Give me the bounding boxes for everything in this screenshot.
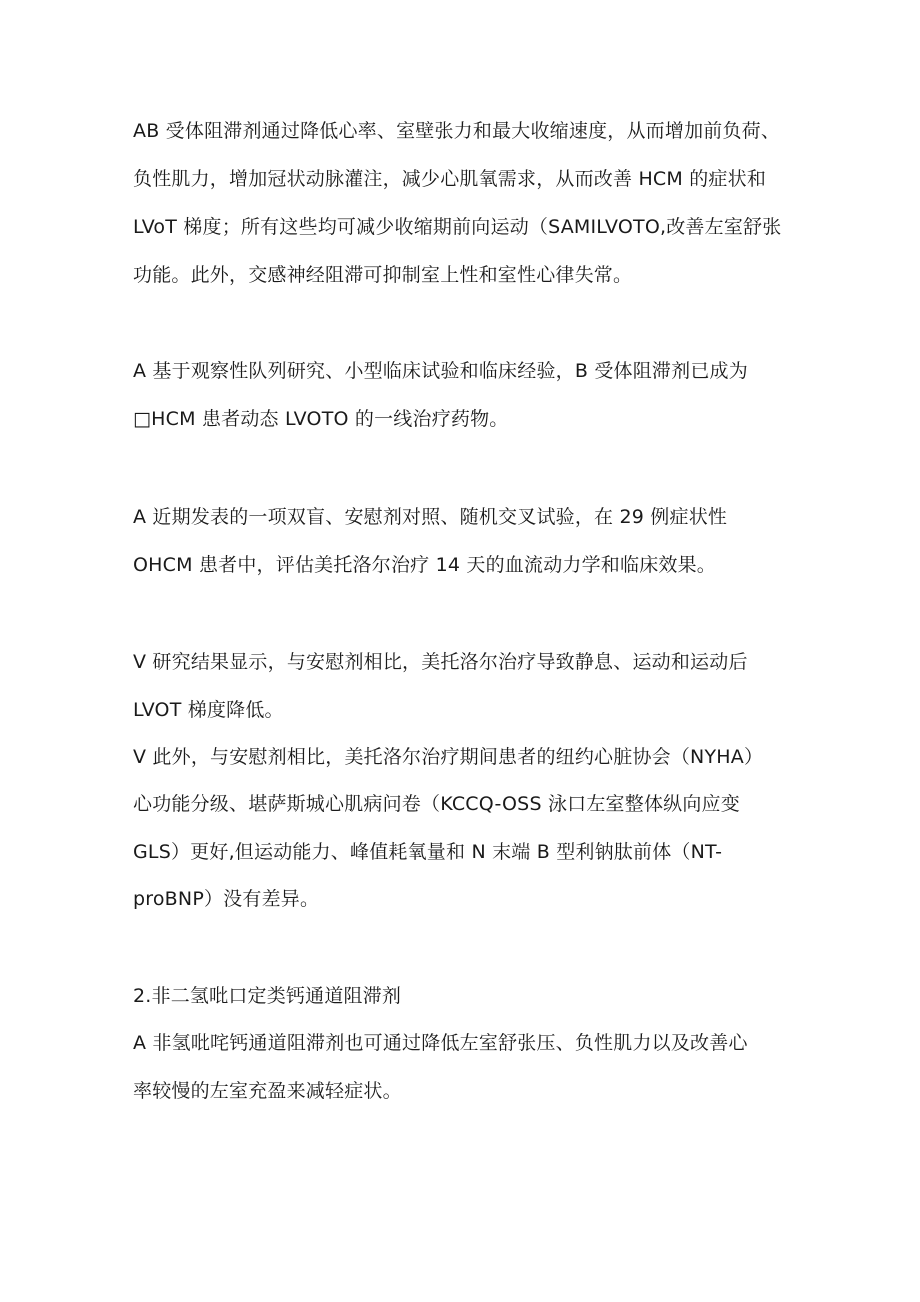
text-line: proBNP）没有差异。: [133, 888, 320, 910]
text-line: V 此外，与安慰剂相比，美托洛尔治疗期间患者的纽约心脏协会（NYHA）: [133, 746, 764, 768]
text-line: GLS）更好,但运动能力、峰值耗氧量和 N 末端 B 型利钠肽前体（NT-: [133, 841, 723, 863]
text-line: LVOT 梯度降低。: [133, 699, 284, 721]
text-line: OHCM 患者中，评估美托洛尔治疗 14 天的血流动力学和临床效果。: [133, 554, 716, 576]
text-line: A 基于观察性队列研究、小型临床试验和临床经验，B 受体阻滞剂已成为: [133, 360, 748, 382]
text-line: 负性肌力，增加冠状动脉灌注，减少心肌氧需求，从而改善 HCM 的症状和: [133, 168, 767, 190]
text-line: A 近期发表的一项双盲、安慰剂对照、随机交叉试验，在 29 例症状性: [133, 506, 728, 528]
text-line: A 非氢吡咤钙通道阻滞剂也可通过降低左室舒张压、负性肌力以及改善心: [133, 1032, 748, 1054]
text-line: 功能。此外，交感神经阻滞可抑制室上性和室性心律失常。: [133, 264, 633, 286]
text-line: LVoT 梯度；所有这些均可减少收缩期前向运动（SAMILVOTO,改善左室舒张: [133, 216, 782, 238]
text-line: □HCM 患者动态 LVOTO 的一线治疗药物。: [133, 408, 509, 430]
text-line: AB 受体阻滞剂通过降低心率、室壁张力和最大收缩速度，从而增加前负荷、: [133, 120, 781, 142]
text-line: 心功能分级、堪萨斯城心肌病问卷（KCCQ-OSS 泳口左室整体纵向应变: [133, 793, 740, 815]
text-line: 率较慢的左室充盈来减轻症状。: [133, 1080, 402, 1102]
section-heading: 2.非二氢吡口定类钙通道阻滞剂: [133, 985, 402, 1007]
text-line: V 研究结果显示，与安慰剂相比，美托洛尔治疗导致静息、运动和运动后: [133, 651, 748, 673]
